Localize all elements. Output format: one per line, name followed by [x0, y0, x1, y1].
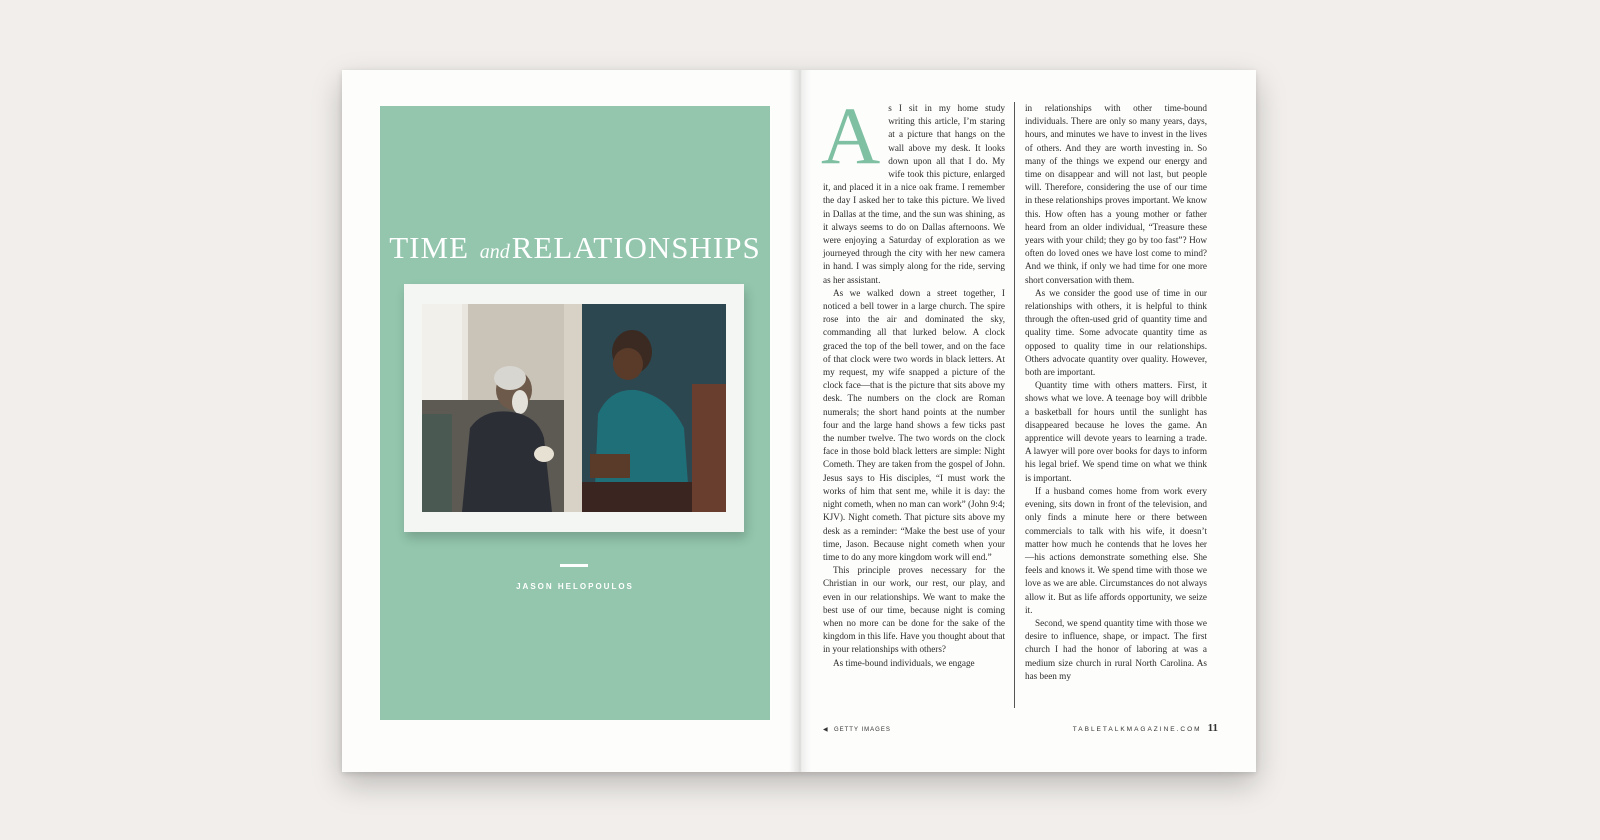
- title-panel: [380, 106, 770, 720]
- paragraph: As time-bound individuals, we engage: [833, 657, 975, 668]
- photo-credit: ◀ GETTY IMAGES: [823, 727, 891, 733]
- paragraph: in relationships with other time-bound individuals. There are only so many years, days, hours, and minutes we have to invest in the lives of others. And they are worth investing in. So many of the things we expend our energy and time on disappear and will not last, but people will. Therefore, considering the use of our time in these relationships proves important. We know this. How often has a young mother or father heard from an older individual, “Treasure these years with your child; they go by too fast”? How often do loved ones we have lost come to mind? And we think, if only we had time for one more short conversation with them.: [1025, 103, 1207, 285]
- paragraph: As we walked down a street together, I noticed a bell tower in a large church. The spire rose into the air and dominated the sky, commanding all that lurked below. A clock graced the top of the bell tower, and on the face of that clock were two words in black letters. At my request, my wife snapped a picture of the clock face—that is the picture that sits above my desk. The numbers on the clock are Roman numerals; the short hand points at the number four and the large hand shows a few ticks past the number twelve. The two words on the clock face in those bold black letters are simple: Night Cometh. They are taken from the gospel of John. Jesus says to His disciples, “I must work the works of him that sent me, while it is day: the night cometh, when no man can work” (John 9:4; KJV). Night cometh. That picture sits above my desk as a reminder: “Make the best use of your time, Jason. Because night cometh when your time to do any more kingdom work will end.”: [823, 287, 1005, 562]
- author-name: JASON HELOPOULOS: [516, 582, 634, 591]
- website: TABLETALKMAGAZINE.COM: [1072, 726, 1202, 733]
- page-footer: [1073, 722, 1218, 734]
- text-column-1: [821, 90, 1005, 670]
- drop-cap: A: [821, 90, 881, 181]
- triangle-left-icon: ◀: [823, 727, 834, 733]
- left-page: [342, 70, 799, 772]
- paragraph: This principle proves necessary for the Christian in our work, our rest, our play, and even in our relationships. We want to make the best use of our time, because night is coming when no more can be done for the sake of the kingdom in this life. Have you thought about that in your relationships with others?: [823, 565, 1005, 655]
- right-page: [799, 70, 1256, 772]
- paragraph: Second, we spend quantity time with those we desire to influence, shape, or impact. The first church I had the honor of laboring at was a medium size church in rural North Carolina. As has been my: [1025, 617, 1207, 681]
- article-title: TIME andRELATIONSHIPS: [389, 230, 761, 265]
- article-photo: [422, 304, 726, 512]
- paragraph: As we consider the good use of time in our relationships with others, it is helpful to think through the often-used grid of quantity time and quality time. Some advocate quantity time as opposed to quality time in our relationships. Others advocate quantity over quality. However, both are important.: [1025, 287, 1207, 378]
- paragraph: Quantity time with others matters. First, it shows what we love. A teenage boy will dribble a basketball for hours until the sunlight has disappeared because he loves the game. An apprentice will devote years to learning a trade. A lawyer will pore over books for days to inform his legal brief. We spend time on what we think is important.: [1025, 380, 1207, 483]
- page-number: 11: [1207, 722, 1218, 734]
- photo-card: [404, 284, 744, 532]
- paragraph: s I sit in my home study writing this article, I’m staring at a picture that hangs on the wall above my desk. It looks down upon all that I do. My wife took this picture, enlarged it, and placed it in a nice oak frame. I remember the day I asked her to take this picture. We lived in Dallas at the time, and the sun was shining, as it always seems to do on Dallas afternoons. We were enjoying a Saturday of exploration as we journeyed through the city with her new camera in hand. I was simply along for the ride, serving as her assistant.: [823, 103, 1005, 285]
- divider-rule: [560, 564, 588, 567]
- magazine-spread: [342, 70, 1256, 772]
- paragraph: If a husband comes home from work every evening, sits down in front of the television, and only finds a minute here or there between commercials to talk with his wife, it doesn’t matter how much he contends that he loves her—his actions demonstrate something else. She feels and knows it. We spend time with those we love as we are able. Circumstances do not always allow it. But as life affords opportunity, we seize it.: [1025, 485, 1207, 615]
- column-divider: [1014, 102, 1015, 708]
- text-column-2: [1025, 102, 1207, 683]
